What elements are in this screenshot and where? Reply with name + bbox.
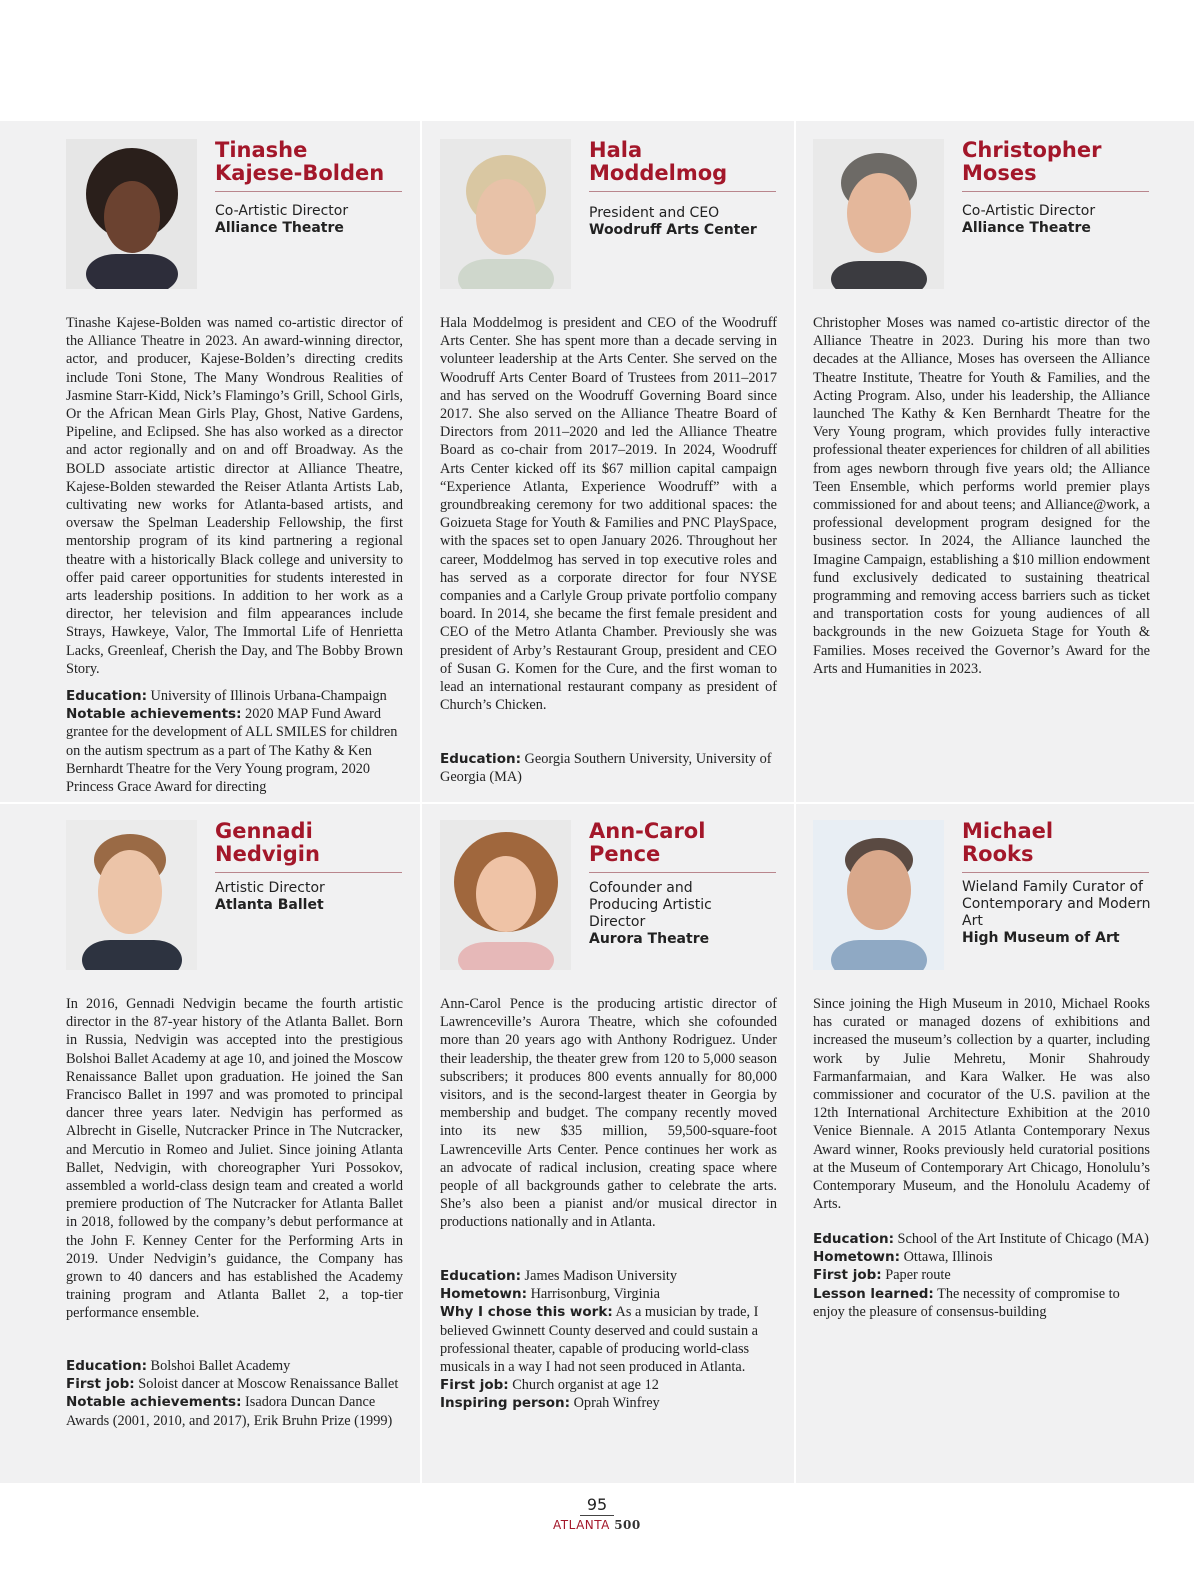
magazine-footer (553, 1518, 641, 1532)
biography: Christopher Moses was named co-artistic director of the Alliance Theatre in 2023. During his more than two decades at the Alliance, Moses has overseen the Alliance Theatre Institute, Theatre for Youth & Families, and the Acting Program. Also, under his leadership, the Alliance launched The Kathy & Ken Bernhardt Theatre for the Very Young program, which provides fully interactive professional theater experiences for children of all abilities from ages newborn through five years old; the Alliance Teen Ensemble, which performs world premier plays commissioned for and about teens; and Alliance@work, a professional development program designed for the business sector. In 2024, the Alliance launched the Imagine Campaign, establishing a $10 million endowment fund exclusively dedicated to sustaining theatrical programming and removing access barriers such as ticket and transportation costs for young audiences of all backgrounds in the new Goizueta Stage for Youth & Families. Moses received the Governor’s Award for the Arts and Humanities in 2023. (813, 315, 1150, 677)
fact-education: Education: James Madison University (440, 1268, 678, 1284)
job-title: Cofounder and Producing Artistic Director (589, 880, 712, 930)
fact-education: Education: Georgia Southern University, University of Georgia (MA) (440, 751, 772, 786)
person-name: Christopher Moses (962, 139, 1149, 192)
biography: Hala Moddelmog is president and CEO of the Woodruff Arts Center. She has spent more than a decade serving in volunteer leadership at the Arts Center. She served on the Woodruff Arts Center Board of Trustees from 2011–2017 and has served on the Woodruff Governing Board since 2017. She also served on the Alliance Theatre Board of Directors from 2011–2020 and led the Alliance Theatre Board as co-chair from 2017–2019. In 2024, Woodruff Arts Center kicked off its $67 million capital campaign “Experience Atlanta, Experience Woodruff” with a groundbreaking ceremony for two additional spaces: the Goizueta Stage for Youth & Families and PNC PlaySpace, with the spaces set to open January 2026. Throughout her career, Moddelmog has served in top executive roles and has served as a corporate director for four NYSE companies and a Carlyle Group private portfolio company board. In 2014, she became the first female president and CEO of the Metro Atlanta Chamber. Previously she was president of Arby’s Restaurant Group, president and CEO of Susan G. Komen for the Cure, and the first woman to lead an international restaurant company as president of Church’s Chicken. (440, 315, 777, 714)
headshot-photo (440, 820, 571, 970)
headshot-photo (440, 139, 571, 289)
organization: Atlanta Ballet (215, 897, 324, 913)
fact-first-job: First job: Soloist dancer at Moscow Renaissance Ballet (66, 1376, 399, 1393)
footer-brand-text: ATLANTA (553, 1518, 610, 1532)
role-block (962, 879, 1152, 947)
fact-education: Education: School of the Art Institute of Chicago (MA) (813, 1231, 1149, 1247)
row-divider (0, 802, 1194, 804)
fact-inspiring-person: Inspiring person: Oprah Winfrey (440, 1395, 660, 1412)
headshot-photo (813, 820, 944, 970)
facts-list (813, 1230, 1150, 1321)
fact-notable-achievements: Notable achievements: 2020 MAP Fund Award grantee for the development of ALL SMILES for children on the autism spectrum as a part of The Kathy & Ken Bernhardt Theatre for the Very Young program, 2020 Princess Grace Award for directing (66, 706, 398, 796)
job-title: Artistic Director (215, 880, 325, 896)
page-number: 95 (580, 1495, 614, 1516)
facts-list (66, 1357, 403, 1430)
role-block (589, 880, 759, 948)
biography: Tinashe Kajese-Bolden was named co-artistic director of the Alliance Theatre in 2023. An award-winning director, actor, and producer, Kajese-Bolden’s directing credits include Toni Stone, The Many Wondrous Realities of Jasmine Starr-Kidd, Nick’s Flamingo’s Grill, School Girls, Or the African Mean Girls Play, Ghost, Native Gardens, Pipeline, and Eclipsed. She has also worked as a director and actor regionally and on and off Broadway. As the BOLD associate artistic director at Alliance Theatre, Kajese-Bolden stewarded the Reiser Atlanta Artists Lab, cultivating new works for Atlanta-based artists, and oversaw the Spelman Leadership Fellowship, the first mentorship program of its kind partnering a regional theatre with a historically Black college and university to offer paid career opportunities for students interested in arts leadership positions. In addition to her work as a director, her television and film appearances include Strays, Hawkeye, Valor, The Immortal Life of Henrietta Lacks, Greenleaf, Cherish the Day, and The Bobby Brown Story. (66, 315, 403, 677)
organization: Aurora Theatre (589, 931, 710, 947)
fact-hometown: Hometown: Ottawa, Illinois (813, 1249, 993, 1266)
person-name: Gennadi Nedvigin (215, 820, 402, 873)
organization: High Museum of Art (962, 930, 1120, 946)
job-title: Wieland Family Curator of Contemporary and Modern Art (962, 879, 1151, 929)
role-block (215, 203, 415, 237)
fact-lesson-learned: Lesson learned: The necessity of compromise to enjoy the pleasure of consensus-building (813, 1285, 1120, 1320)
biography: In 2016, Gennadi Nedvigin became the fourth artistic director in the 87-year history of the Atlanta Ballet. Born in Russia, Nedvigin was accepted into the prestigious Bolshoi Ballet Academy at age 10, and joined the Moscow Renaissance Ballet upon graduation. He joined the San Francisco Ballet in 1997 and was promoted to principal dancer three years later. Nedvigin has performed as Albrecht in Giselle, Nutcracker Prince in The Nutcracker, and Mercutio in Romeo and Juliet. Since joining Atlanta Ballet, Nedvigin, with choreographer Yuri Possokov, assembled a world-class design team and created a world premiere production of The Nutcracker for Atlanta Ballet in 2018, followed by the company’s debut performance at the John F. Kenney Center for the Performing Arts in 2019. Under Nedvigin’s guidance, the Company has grown to 40 dancers and has established the Academy training program and Atlanta Ballet 2, a top-tier performance ensemble. (66, 996, 403, 1322)
role-block (589, 205, 789, 239)
organization: Woodruff Arts Center (589, 222, 757, 238)
person-name: Ann-Carol Pence (589, 820, 776, 873)
fact-why-i-chose-this-work: Why I chose this work: As a musician by trade, I believed Gwinnett County deserved and could sustain a professional theater, capable of producing world-class musicals in a way I had not seen produced in Atlanta. (440, 1304, 759, 1376)
facts-list (440, 750, 777, 786)
organization: Alliance Theatre (962, 220, 1091, 236)
job-title: Co-Artistic Director (962, 203, 1096, 219)
role-block (215, 880, 415, 914)
fact-first-job: First job: Paper route (813, 1267, 951, 1284)
fact-education: Education: University of Illinois Urbana-Champaign (66, 688, 387, 704)
headshot-photo (813, 139, 944, 289)
facts-list (66, 687, 403, 796)
biography: Ann-Carol Pence is the producing artistic director of Lawrenceville’s Aurora Theatre, which she cofounded more than 20 years ago with Anthony Rodriguez. Under their leadership, the theater grew from 120 to 5,000 season subscribers; it produces 800 events annually for 80,000 visitors, and is the second-largest theater in Georgia by membership and budget. The company recently moved into its new $35 million, 59,500-square-foot Lawrenceville Arts Center. Pence continues her work as an advocate of radical inclusion, creating space where people of all backgrounds gather to celebrate the arts. She’s also been a pianist and/or musical director in productions nationally and in Atlanta. (440, 996, 777, 1231)
biography: Since joining the High Museum in 2010, Michael Rooks has curated or managed dozens of exhibitions and increased the museum’s collection by a quarter, including work by Julie Mehretu, Monir Shahroudy Farmanfarmaian, and Kara Walker. He was also commissioner and cocurator of the U.S. pavilion at the 12th International Architecture Exhibition at the 2010 Venice Biennale. A 2015 Atlanta Contemporary Nexus Award winner, Rooks previously held curatorial positions at the Museum of Contemporary Art Chicago, Honolulu’s Contemporary Museum, and the Honolulu Academy of Arts. (813, 996, 1150, 1213)
organization: Alliance Theatre (215, 220, 344, 236)
person-name: Tinashe Kajese-Bolden (215, 139, 402, 192)
person-name: Hala Moddelmog (589, 139, 776, 192)
fact-notable-achievements: Notable achievements: Isadora Duncan Dance Awards (2001, 2010, and 2017), Erik Bruhn Prize (1999) (66, 1394, 393, 1429)
fact-education: Education: Bolshoi Ballet Academy (66, 1358, 291, 1374)
headshot-photo (66, 820, 197, 970)
fact-hometown: Hometown: Harrisonburg, Virginia (440, 1286, 660, 1303)
fact-first-job: First job: Church organist at age 12 (440, 1377, 659, 1394)
person-name: Michael Rooks (962, 820, 1149, 873)
job-title: President and CEO (589, 205, 720, 221)
facts-list (440, 1267, 777, 1413)
role-block (962, 203, 1162, 237)
job-title: Co-Artistic Director (215, 203, 349, 219)
headshot-photo (66, 139, 197, 289)
footer-brand-number: 500 (614, 1518, 641, 1532)
